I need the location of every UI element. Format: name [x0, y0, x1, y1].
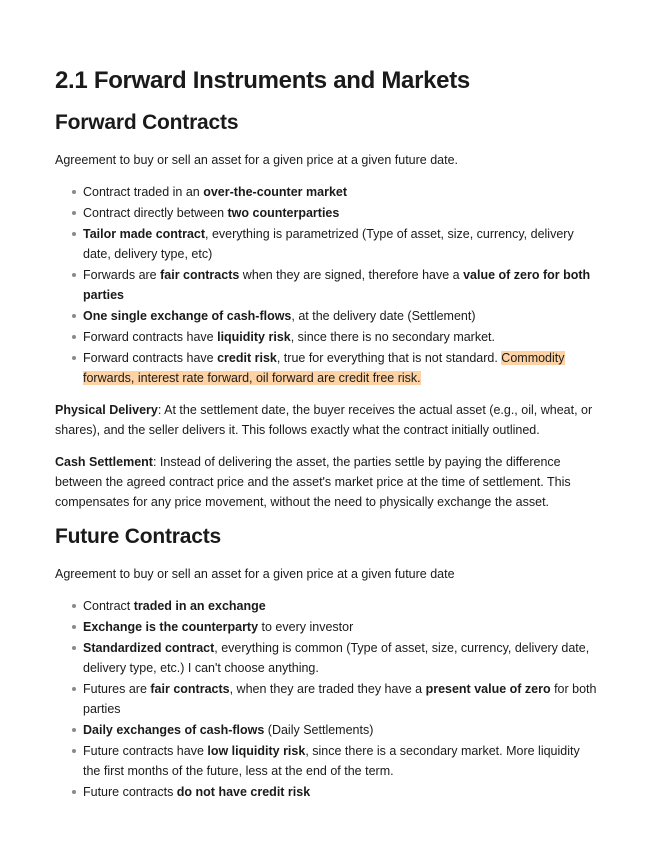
- forward-intro: Agreement to buy or sell an asset for a given price at a given future date.: [55, 153, 459, 167]
- section-heading-future: Future Contracts: [55, 525, 221, 548]
- list-item: Future contracts have low liquidity risk, since there is a secondary market. More liquidity the first months of the future, less at the end of the term.: [83, 741, 600, 781]
- list-item: Forwards are fair contracts when they are signed, therefore have a value of zero for both parties: [83, 265, 600, 305]
- future-list: [55, 596, 600, 802]
- list-item: Exchange is the counterparty to every investor: [83, 617, 600, 637]
- highlighted-text: Commodity forwards, interest rate forward, oil forward are credit free risk.: [83, 351, 565, 385]
- list-item: Forward contracts have credit risk, true for everything that is not standard. Commodity forwards, interest rate forward, oil forward are credit free risk.: [83, 348, 600, 388]
- cash-settlement-label: Cash Settlement: [55, 455, 153, 469]
- list-item: Contract traded in an over-the-counter market: [83, 182, 600, 202]
- list-item: Contract traded in an exchange: [83, 596, 600, 616]
- list-item: Future contracts do not have credit risk: [83, 782, 600, 802]
- page-title: 2.1 Forward Instruments and Markets: [55, 67, 470, 94]
- physical-delivery-paragraph: Physical Delivery: At the settlement date, the buyer receives the actual asset (e.g., oil, wheat, or shares), and the seller delivers it. This follows exactly what the contract initially outlined.: [55, 403, 593, 437]
- cash-settlement-paragraph: Cash Settlement: Instead of delivering the asset, the parties settle by paying the difference between the agreed contract price and the asset's market price at the time of settlement. This compensates for any price movement, without the need to physically exchange the asset.: [55, 455, 571, 509]
- list-item: One single exchange of cash-flows, at the delivery date (Settlement): [83, 306, 600, 326]
- list-item: Futures are fair contracts, when they are traded they have a present value of zero for both parties: [83, 679, 600, 719]
- list-item: Forward contracts have liquidity risk, since there is no secondary market.: [83, 327, 600, 347]
- list-item: Daily exchanges of cash-flows (Daily Settlements): [83, 720, 600, 740]
- list-item: Contract directly between two counterparties: [83, 203, 600, 223]
- forward-list: [55, 182, 600, 388]
- physical-delivery-label: Physical Delivery: [55, 403, 158, 417]
- document-content: [55, 66, 600, 814]
- list-item: Standardized contract, everything is common (Type of asset, size, currency, delivery date, delivery type, etc.) I can't choose anything.: [83, 638, 600, 678]
- list-item: Tailor made contract, everything is parametrized (Type of asset, size, currency, delivery date, delivery type, etc): [83, 224, 600, 264]
- future-intro: Agreement to buy or sell an asset for a given price at a given future date: [55, 567, 455, 581]
- section-heading-forward: Forward Contracts: [55, 111, 239, 134]
